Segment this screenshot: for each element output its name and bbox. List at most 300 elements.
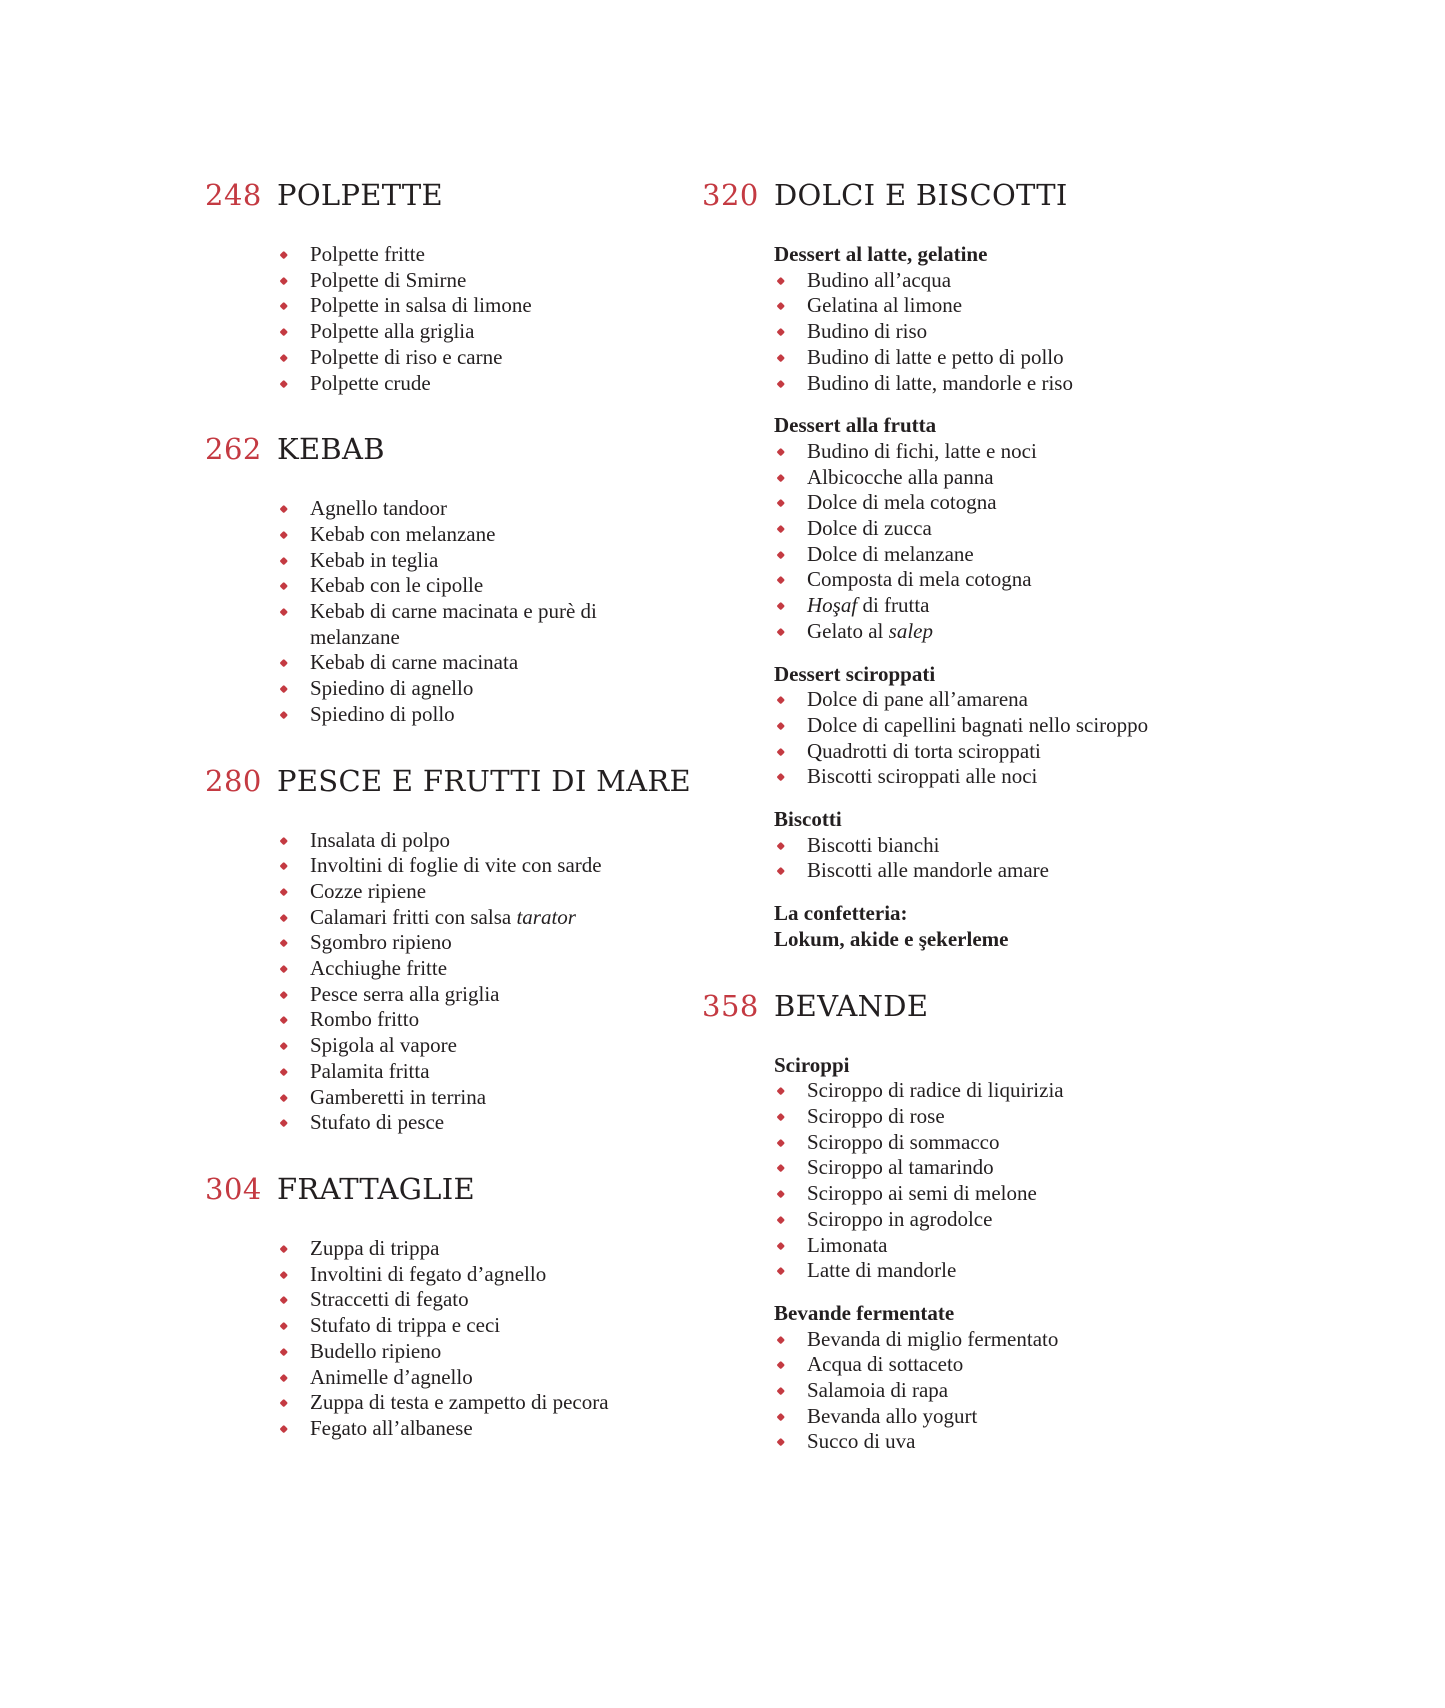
bullet-icon xyxy=(777,448,785,456)
bullet-cell xyxy=(774,490,807,516)
dish-item xyxy=(277,522,645,548)
dish-item xyxy=(774,858,1202,884)
bullet-cell xyxy=(774,713,807,739)
dish-label: Kebab con melanzane xyxy=(310,521,496,546)
section-page-number: 280 xyxy=(205,763,262,798)
dish-label xyxy=(807,619,933,645)
dish-item xyxy=(277,345,645,371)
dish-label: Sgombro ripieno xyxy=(310,930,452,955)
bullet-icon xyxy=(280,965,288,973)
dish-item xyxy=(277,496,645,522)
section-header-row xyxy=(205,763,691,798)
bullet-icon xyxy=(777,1087,785,1095)
dish-item xyxy=(774,268,1202,294)
bullet-cell xyxy=(277,1262,310,1288)
dish-label: Sciroppo di rose xyxy=(807,1103,945,1128)
bullet-icon xyxy=(777,1361,785,1369)
dish-group xyxy=(774,807,1202,884)
dish-label xyxy=(807,593,930,619)
dish-item xyxy=(774,687,1202,713)
bullet-cell xyxy=(774,1207,807,1233)
group-header: Biscotti xyxy=(774,807,842,832)
dish-label: Polpette alla griglia xyxy=(310,319,475,344)
dish-label: Dolce di pane all’amarena xyxy=(807,687,1028,712)
bullet-cell xyxy=(277,1365,310,1391)
bullet-icon xyxy=(777,867,785,875)
bullet-cell xyxy=(774,619,807,645)
bullet-icon xyxy=(777,473,785,481)
dish-label xyxy=(310,905,576,931)
section-body xyxy=(277,242,645,396)
bullet-cell xyxy=(774,1130,807,1156)
bullet-icon xyxy=(777,576,785,584)
bullet-icon xyxy=(280,991,288,999)
bullet-icon xyxy=(280,302,288,310)
bullet-icon xyxy=(777,277,785,285)
section-body xyxy=(774,1053,1202,1456)
bullet-icon xyxy=(280,1322,288,1330)
dish-group xyxy=(774,413,1202,644)
dish-label: Kebab di carne macinata xyxy=(310,650,519,675)
bullet-icon xyxy=(280,277,288,285)
dish-item xyxy=(277,371,645,397)
section-title: FRATTAGLIE xyxy=(277,1171,475,1206)
bullet-cell xyxy=(774,1233,807,1259)
dish-group xyxy=(277,1236,645,1442)
dish-label: Sciroppo ai semi di melone xyxy=(807,1181,1037,1206)
bullet-cell xyxy=(277,853,310,879)
dish-label: Polpette di Smirne xyxy=(310,267,467,292)
dish-item xyxy=(277,956,645,982)
dish-item xyxy=(277,319,645,345)
dish-item xyxy=(774,1104,1202,1130)
bullet-icon xyxy=(777,499,785,507)
dish-item xyxy=(774,1155,1202,1181)
dish-list xyxy=(774,687,1202,790)
bullet-icon xyxy=(777,1387,785,1395)
dish-item xyxy=(774,1327,1202,1353)
dish-item xyxy=(277,548,645,574)
bullet-cell xyxy=(774,542,807,568)
bullet-icon xyxy=(280,711,288,719)
bullet-cell xyxy=(277,496,310,522)
bullet-cell xyxy=(277,599,310,625)
dish-item xyxy=(774,1378,1202,1404)
dish-item xyxy=(774,465,1202,491)
dish-group xyxy=(277,496,645,727)
dish-item xyxy=(774,1181,1202,1207)
bullet-cell xyxy=(774,1155,807,1181)
bullet-cell xyxy=(277,1085,310,1111)
bullet-icon xyxy=(280,1016,288,1024)
dish-label-italic-run: salep xyxy=(888,618,933,643)
bullet-icon xyxy=(777,773,785,781)
dish-label: Kebab di carne macinata e purè di melanzane xyxy=(310,599,597,649)
bullet-cell xyxy=(277,1287,310,1313)
bullet-cell xyxy=(277,573,310,599)
dish-label: Agnello tandoor xyxy=(310,496,448,521)
dish-label: Pesce serra alla griglia xyxy=(310,981,500,1006)
bullet-cell xyxy=(277,905,310,931)
dish-label: Biscotti bianchi xyxy=(807,832,940,857)
dish-label: Gamberetti in terrina xyxy=(310,1084,487,1109)
bullet-icon xyxy=(777,328,785,336)
dish-group xyxy=(774,1301,1202,1455)
section-header-row xyxy=(205,432,645,466)
dish-label: Rombo fritto xyxy=(310,1007,420,1032)
bullet-icon xyxy=(280,251,288,259)
dish-item xyxy=(277,1416,645,1442)
bullet-icon xyxy=(280,582,288,590)
bullet-cell xyxy=(774,319,807,345)
bullet-cell xyxy=(277,1339,310,1365)
dish-label: Spigola al vapore xyxy=(310,1033,457,1058)
dish-item xyxy=(774,542,1202,568)
dish-label: Sciroppo in agrodolce xyxy=(807,1206,993,1231)
dish-label-italic-run: tarator xyxy=(516,904,576,929)
dish-item xyxy=(277,905,645,931)
dish-group xyxy=(774,242,1202,396)
bullet-icon xyxy=(777,1438,785,1446)
bullet-icon xyxy=(280,354,288,362)
dish-group xyxy=(277,828,645,1136)
group-header: Dessert al latte, gelatine xyxy=(774,242,988,266)
toc-column-left xyxy=(205,178,691,1478)
dish-label: Albicocche alla panna xyxy=(807,464,994,489)
dish-list xyxy=(277,828,645,1136)
dish-label: Polpette fritte xyxy=(310,242,425,266)
dish-item xyxy=(277,1110,645,1136)
dish-label: Sciroppo di sommacco xyxy=(807,1129,1000,1154)
bullet-icon xyxy=(280,1119,288,1127)
dish-item xyxy=(277,853,645,879)
dish-label: Spiedino di agnello xyxy=(310,676,474,701)
dish-label: Insalata di polpo xyxy=(310,827,450,852)
bullet-cell xyxy=(277,293,310,319)
bullet-cell xyxy=(277,676,310,702)
bullet-icon xyxy=(777,1164,785,1172)
dish-item xyxy=(774,833,1202,859)
dish-item xyxy=(277,268,645,294)
dish-list xyxy=(774,833,1202,884)
dish-label: Animelle d’agnello xyxy=(310,1364,473,1389)
section-page-number: 304 xyxy=(205,1171,262,1206)
bullet-icon xyxy=(280,685,288,693)
group-header: Dessert alla frutta xyxy=(774,413,937,438)
dish-label: Sciroppo al tamarindo xyxy=(807,1155,994,1180)
dish-item xyxy=(277,1339,645,1365)
bullet-icon xyxy=(777,1335,785,1343)
bullet-cell xyxy=(774,739,807,765)
bullet-icon xyxy=(280,1245,288,1253)
bullet-cell xyxy=(774,687,807,713)
dish-label-run: di frutta xyxy=(857,593,930,618)
dish-item xyxy=(774,567,1202,593)
group-header: Sciroppi xyxy=(774,1052,850,1077)
bullet-icon xyxy=(777,1267,785,1275)
bullet-cell xyxy=(277,1110,310,1136)
section-title: DOLCI E BISCOTTI xyxy=(774,178,1068,212)
dish-list xyxy=(277,1236,645,1442)
section-header-row xyxy=(205,1172,645,1206)
bullet-cell xyxy=(774,1258,807,1284)
toc-section xyxy=(702,178,1202,953)
dish-item xyxy=(774,1429,1202,1455)
bullet-cell xyxy=(277,1416,310,1442)
bullet-icon xyxy=(280,888,288,896)
dish-item xyxy=(277,828,645,854)
dish-item xyxy=(277,1365,645,1391)
section-header-row xyxy=(205,178,645,212)
bullet-icon xyxy=(777,1190,785,1198)
dish-group xyxy=(774,662,1202,791)
toc-section xyxy=(205,432,645,727)
dish-item xyxy=(774,1207,1202,1233)
bullet-cell xyxy=(277,702,310,728)
section-title: KEBAB xyxy=(277,432,385,467)
bullet-icon xyxy=(777,628,785,636)
bullet-cell xyxy=(277,956,310,982)
bullet-cell xyxy=(277,1236,310,1262)
bullet-cell xyxy=(277,1059,310,1085)
dish-label: Stufato di trippa e ceci xyxy=(310,1313,501,1338)
dish-item xyxy=(277,1236,645,1262)
bullet-icon xyxy=(777,1413,785,1421)
bullet-cell xyxy=(774,858,807,884)
bullet-cell xyxy=(774,1327,807,1353)
dish-item xyxy=(277,573,645,599)
section-title: BEVANDE xyxy=(774,988,929,1023)
bullet-icon xyxy=(280,531,288,539)
dish-item xyxy=(774,1078,1202,1104)
dish-list xyxy=(277,242,645,396)
bullet-icon xyxy=(777,748,785,756)
dish-item xyxy=(277,1287,645,1313)
dish-item xyxy=(277,293,645,319)
dish-label: Composta di mela cotogna xyxy=(807,567,1032,592)
bullet-cell xyxy=(774,1104,807,1130)
dish-item xyxy=(774,371,1202,397)
dish-label: Budino di latte e petto di pollo xyxy=(807,344,1064,369)
bullet-cell xyxy=(774,833,807,859)
bullet-icon xyxy=(777,696,785,704)
bullet-icon xyxy=(777,722,785,730)
dish-item xyxy=(277,242,645,268)
dish-label: Polpette di riso e carne xyxy=(310,344,503,369)
dish-label: Straccetti di fegato xyxy=(310,1287,469,1312)
bullet-cell xyxy=(774,439,807,465)
bullet-cell xyxy=(277,345,310,371)
bullet-icon xyxy=(280,328,288,336)
bullet-icon xyxy=(777,1216,785,1224)
dish-label: Dolce di mela cotogna xyxy=(807,490,997,515)
section-body xyxy=(277,828,645,1136)
bullet-cell xyxy=(277,242,310,268)
dish-item xyxy=(774,1404,1202,1430)
dish-label: Involtini di fegato d’agnello xyxy=(310,1261,547,1286)
bullet-icon xyxy=(280,1399,288,1407)
dish-item xyxy=(774,593,1202,619)
dish-item xyxy=(774,1258,1202,1284)
dish-label: Stufato di pesce xyxy=(310,1110,445,1135)
bullet-icon xyxy=(280,939,288,947)
dish-item xyxy=(774,293,1202,319)
dish-item xyxy=(774,1352,1202,1378)
bullet-cell xyxy=(277,522,310,548)
dish-label: Fegato all’albanese xyxy=(310,1415,473,1440)
dish-label: Palamita fritta xyxy=(310,1058,430,1083)
bullet-cell xyxy=(277,1033,310,1059)
dish-list xyxy=(774,268,1202,397)
dish-label: Budello ripieno xyxy=(310,1338,442,1363)
dish-label: Biscotti alle mandorle amare xyxy=(807,858,1049,883)
toc-section xyxy=(205,763,691,1136)
dish-item xyxy=(774,345,1202,371)
section-title: PESCE E FRUTTI DI MARE xyxy=(277,763,691,798)
toc-section xyxy=(205,178,645,396)
dish-item xyxy=(774,319,1202,345)
section-header-row xyxy=(702,178,1202,212)
bullet-cell xyxy=(277,650,310,676)
dish-item xyxy=(277,1390,645,1416)
dish-label: Zuppa di testa e zampetto di pecora xyxy=(310,1390,609,1415)
dish-label: Polpette crude xyxy=(310,370,431,395)
toc-column-right xyxy=(702,178,1202,1491)
dish-item xyxy=(277,982,645,1008)
bullet-icon xyxy=(280,379,288,387)
section-page-number: 248 xyxy=(205,178,262,212)
group-header: Dessert sciroppati xyxy=(774,661,936,686)
bullet-icon xyxy=(280,608,288,616)
bullet-cell xyxy=(774,268,807,294)
bullet-cell xyxy=(277,1007,310,1033)
bullet-cell xyxy=(774,516,807,542)
bullet-icon xyxy=(777,1241,785,1249)
dish-label: Bevanda di miglio fermentato xyxy=(807,1326,1059,1351)
dish-label: Salamoia di rapa xyxy=(807,1378,949,1403)
dish-label-italic-run: Hoşaf xyxy=(807,593,858,618)
bullet-cell xyxy=(774,371,807,397)
dish-group xyxy=(774,901,1202,952)
section-title: POLPETTE xyxy=(277,178,444,212)
bullet-icon xyxy=(777,602,785,610)
bullet-icon xyxy=(280,862,288,870)
bullet-cell xyxy=(774,1378,807,1404)
dish-item xyxy=(774,516,1202,542)
dish-item xyxy=(277,702,645,728)
dish-label: Bevanda allo yogurt xyxy=(807,1403,978,1428)
bullet-cell xyxy=(277,828,310,854)
dish-item xyxy=(774,764,1202,790)
dish-label: Dolce di melanzane xyxy=(807,541,974,566)
bullet-cell xyxy=(774,1404,807,1430)
section-body xyxy=(774,242,1202,953)
dish-item xyxy=(277,1085,645,1111)
bullet-cell xyxy=(774,593,807,619)
dish-label: Limonata xyxy=(807,1232,888,1257)
dish-item xyxy=(277,1313,645,1339)
bullet-icon xyxy=(280,1042,288,1050)
bullet-cell xyxy=(277,1313,310,1339)
dish-item xyxy=(774,490,1202,516)
toc-section xyxy=(205,1172,645,1442)
dish-item xyxy=(277,1262,645,1288)
group-header: Bevande fermentate xyxy=(774,1300,955,1325)
dish-label: Succo di uva xyxy=(807,1429,916,1454)
bullet-icon xyxy=(280,556,288,564)
bullet-icon xyxy=(777,354,785,362)
bullet-icon xyxy=(280,1425,288,1433)
bullet-cell xyxy=(277,319,310,345)
bullet-icon xyxy=(777,379,785,387)
dish-label: Cozze ripiene xyxy=(310,878,427,903)
bullet-cell xyxy=(774,1352,807,1378)
dish-label: Quadrotti di torta sciroppati xyxy=(807,738,1041,763)
bullet-icon xyxy=(280,1373,288,1381)
dish-item xyxy=(774,739,1202,765)
dish-label: Acqua di sottaceto xyxy=(807,1352,964,1377)
dish-label-run: Calamari fritti con salsa xyxy=(310,904,517,929)
dish-label: Biscotti sciroppati alle noci xyxy=(807,764,1038,789)
bullet-cell xyxy=(774,567,807,593)
dish-label: Kebab con le cipolle xyxy=(310,573,484,598)
dish-item xyxy=(774,713,1202,739)
bullet-cell xyxy=(277,930,310,956)
dish-item xyxy=(277,676,645,702)
group-header: La confetteria: xyxy=(774,901,908,926)
dish-label: Budino di latte, mandorle e riso xyxy=(807,370,1073,395)
bullet-icon xyxy=(777,1139,785,1147)
dish-label: Kebab in teglia xyxy=(310,547,439,572)
dish-item xyxy=(774,1233,1202,1259)
bullet-icon xyxy=(280,914,288,922)
bullet-cell xyxy=(277,1390,310,1416)
dish-group xyxy=(774,1053,1202,1284)
dish-label-run: Gelato al xyxy=(807,618,889,643)
bullet-cell xyxy=(774,1181,807,1207)
section-page-number: 262 xyxy=(205,432,262,467)
dish-list xyxy=(774,1327,1202,1456)
bullet-icon xyxy=(280,1348,288,1356)
dish-label: Polpette in salsa di limone xyxy=(310,293,532,318)
toc-section xyxy=(702,989,1202,1456)
dish-item xyxy=(774,439,1202,465)
dish-label: Sciroppo di radice di liquirizia xyxy=(807,1078,1064,1103)
bullet-cell xyxy=(774,1078,807,1104)
dish-group xyxy=(277,242,645,396)
bullet-cell xyxy=(774,764,807,790)
bullet-icon xyxy=(777,525,785,533)
bullet-cell xyxy=(774,1429,807,1455)
bullet-icon xyxy=(777,302,785,310)
dish-list xyxy=(774,439,1202,645)
bullet-icon xyxy=(280,1296,288,1304)
dish-list xyxy=(277,496,645,727)
bullet-icon xyxy=(280,505,288,513)
bullet-cell xyxy=(277,371,310,397)
section-body xyxy=(277,1236,645,1442)
dish-label: Budino di riso xyxy=(807,319,928,344)
bullet-cell xyxy=(774,465,807,491)
bullet-icon xyxy=(280,1068,288,1076)
dish-item xyxy=(277,650,645,676)
section-page-number: 320 xyxy=(702,178,759,212)
dish-list xyxy=(774,1078,1202,1284)
dish-label: Acchiughe fritte xyxy=(310,956,448,981)
bullet-cell xyxy=(774,345,807,371)
bullet-icon xyxy=(280,1093,288,1101)
bullet-icon xyxy=(280,659,288,667)
